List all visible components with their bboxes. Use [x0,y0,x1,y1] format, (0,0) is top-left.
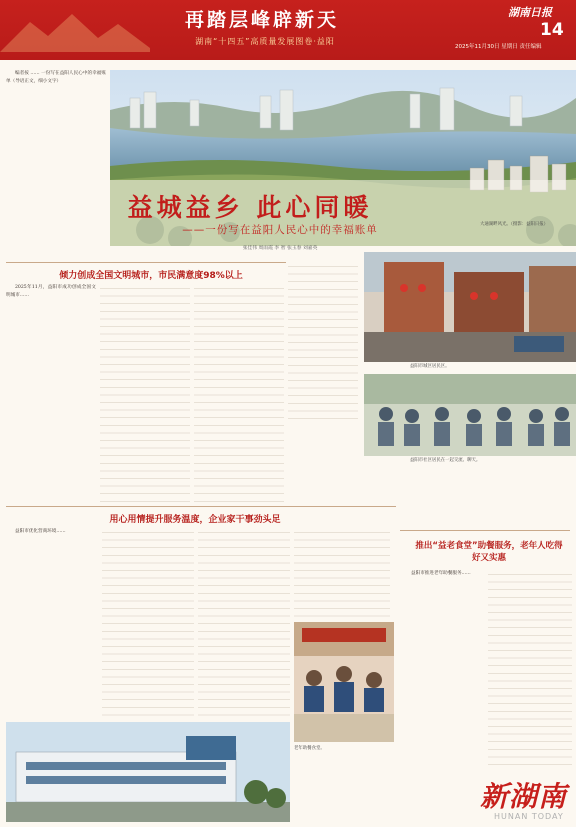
community-photo [364,374,576,456]
section1-title: 倾力创成全国文明城市，市民满意度98%以上 [59,271,243,281]
section2-col4 [294,528,390,618]
section2-col3 [198,528,290,718]
newspaper-logo: 湖南日报 [508,6,552,19]
divider [6,262,286,263]
main-headline: 益城益乡 此心同暖 [127,193,373,222]
editor-note [6,70,106,248]
section2-col2 [102,528,194,718]
residential-street-image [364,252,576,362]
canteen-photo [294,622,394,742]
main-byline: 张佳伟 周雨霞 李 智 张玉春 刘嘉英 [242,246,318,251]
section1-col2 [100,284,190,504]
factory-building-image [6,722,290,822]
section2-title: 用心用情提升服务温度，企业家干事劲头足 [109,515,281,525]
masthead-subtitle: 湖南“十四五”高质量发展图卷·益阳 [195,37,335,46]
canteen-photo-caption: 老年助餐食堂。 [294,746,325,751]
section3-body: 益阳市推进老年助餐服务…… [411,571,471,576]
editor-note-text: 编者按 …… 一份写在益阳人民心中的幸福账单（导语正文，细小文字） [6,71,106,84]
section1-col3 [194,284,284,504]
page-number: 14 [540,20,564,40]
divider [6,506,396,507]
masthead [0,0,576,60]
elderly-canteen-image [294,622,394,742]
section2-col1 [6,528,98,718]
divider [400,530,570,531]
industrial-park-photo [6,722,290,822]
section2-body: 益阳市优化营商环境…… [15,529,66,534]
main-subhead: ——一份写在益阳人民心中的幸福账单 [182,224,378,236]
residents-chatting-image [364,374,576,456]
section3-col2 [488,570,572,770]
section3-title: 推出“益老食堂”助餐服务，老年人吃得好又实惠 [415,541,563,563]
street-photo-caption: 益阳市城区居民区。 [410,364,450,369]
hero-caption: 大通湖畔风光。（摄影：益阳日报） [480,222,549,227]
mountain-decoration-icon [0,8,150,52]
masthead-title: 再踏层峰辟新天 [184,9,339,31]
section1-body: 2025年11月，益阳市成功创成全国文明城市…… [6,285,96,298]
section3-col1 [402,570,484,820]
brand-english: HUNAN TODAY [494,812,564,821]
street-photo [364,252,576,362]
brand-logo: 新湖南 [480,780,568,813]
section1-col1 [6,284,96,504]
community-photo-caption: 益阳市社区居民在一起交流、聊天。 [410,458,481,463]
section1-col4 [288,262,358,422]
masthead-meta: 2025年11月30日 星期日 责任编辑 [455,44,542,50]
